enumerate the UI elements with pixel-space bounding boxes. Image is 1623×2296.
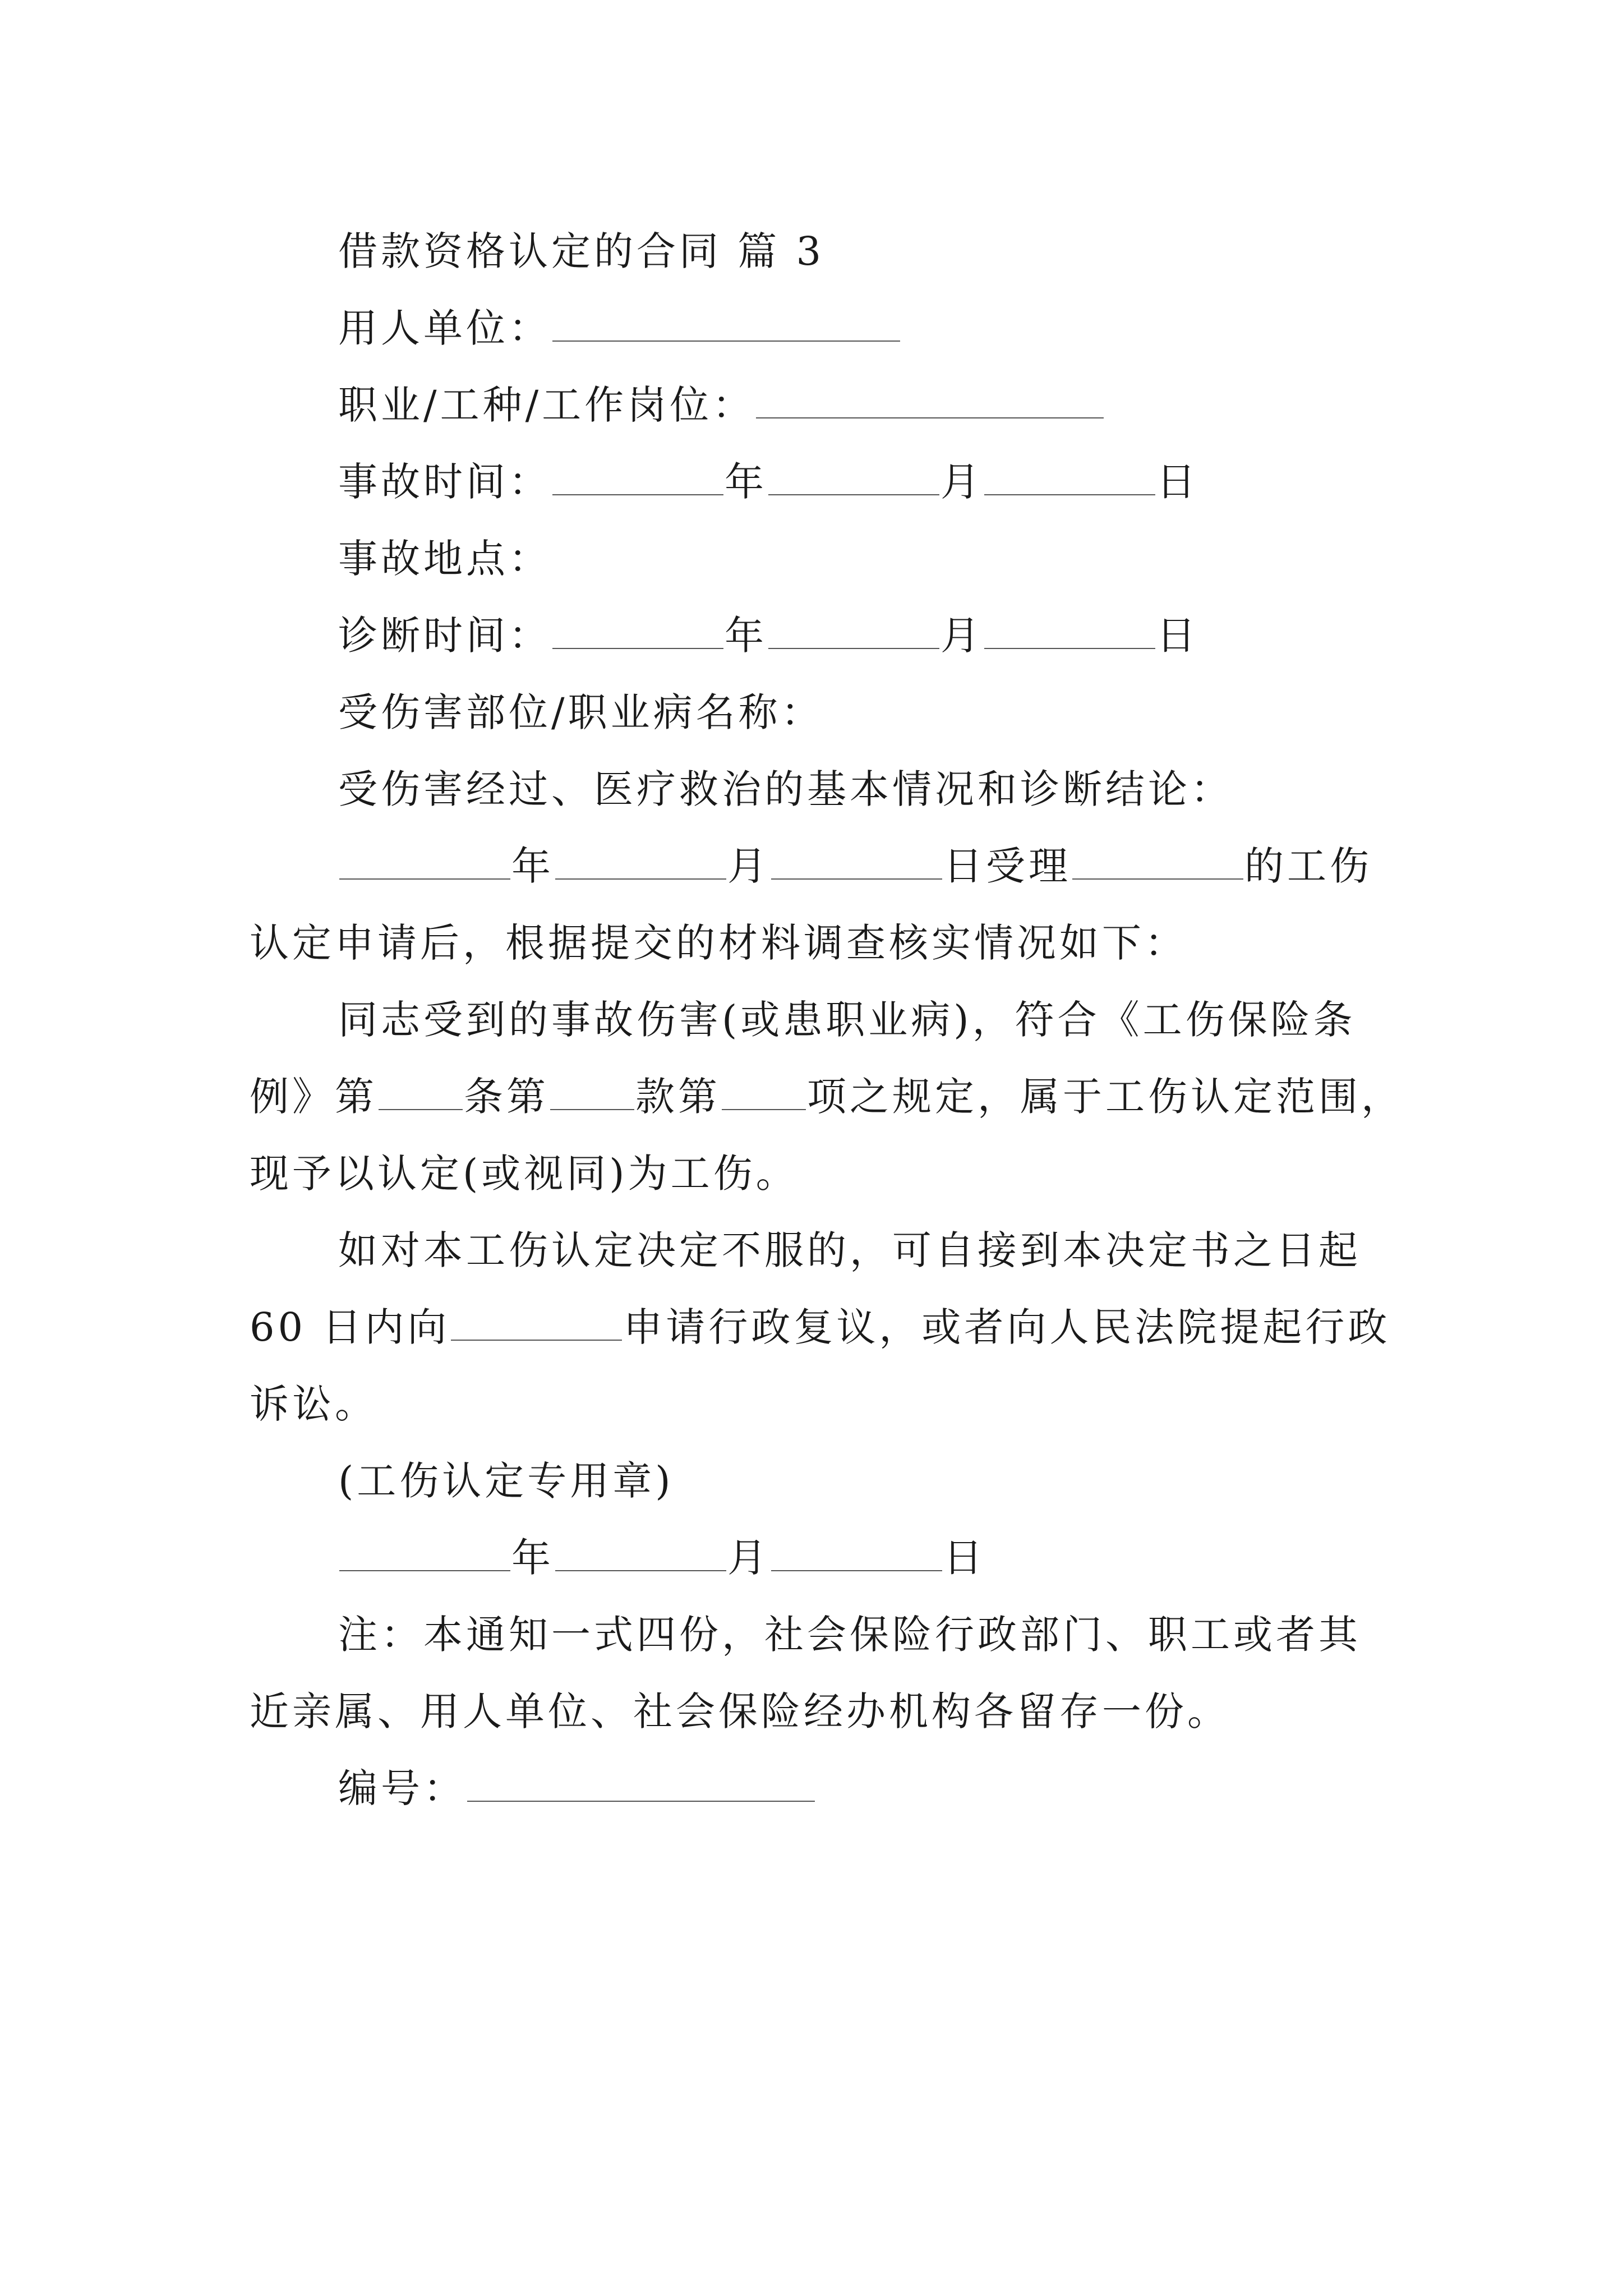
finding-line-1: [250, 982, 1388, 1059]
accident-day-blank: [984, 459, 1155, 495]
accident-year-blank: [552, 459, 723, 495]
accident-place-label: 事故地点：: [338, 536, 551, 582]
finding-kuan: 款第: [635, 1074, 721, 1120]
title-text: 借款资格认定的合同 篇 3: [338, 228, 825, 274]
employer-row: [250, 290, 1388, 367]
accident-place-row: [250, 521, 1388, 597]
sign-date-row: [250, 1520, 1388, 1596]
accident-time-label: 事故时间：: [338, 459, 551, 505]
finding-line1-text: 同志受到的事故伤害(或患职业病)，符合《工伤保险条: [338, 997, 1356, 1043]
diagnosis-time-label: 诊断时间：: [338, 613, 551, 659]
diagnosis-time-row: [250, 597, 1388, 674]
note-line2-text: 近亲属、用人单位、社会保险经办机构各留存一份。: [250, 1688, 1230, 1734]
document-page: [250, 213, 1404, 1827]
appeal-line2-end: 申请行政复议，或者向人民法院提起行政: [623, 1304, 1391, 1350]
accept-day-blank: [771, 844, 942, 880]
accept-text: 日受理: [943, 843, 1071, 889]
day-unit: 日: [1156, 459, 1199, 505]
injury-row: [250, 674, 1388, 751]
accept-line2-text: 认定申请后，根据提交的材料调查核实情况如下：: [250, 920, 1187, 966]
job-label: 职业/工种/工作岗位：: [338, 382, 755, 428]
document-title: [250, 213, 1388, 290]
employer-blank: [552, 306, 900, 342]
accept-line: [250, 828, 1388, 905]
appeal-line-2: [250, 1289, 1391, 1366]
accident-time-row: [250, 444, 1388, 521]
seal-row: [250, 1443, 1388, 1520]
year-unit: 年: [725, 613, 767, 659]
finding-line2-end: 项之规定，属于工伤认定范围，: [807, 1074, 1404, 1120]
finding-line2-start: 例》第: [250, 1074, 377, 1120]
year-unit: 年: [511, 843, 554, 889]
month-unit: 月: [727, 843, 770, 889]
appeal-line3-text: 诉讼。: [250, 1381, 377, 1427]
accident-month-blank: [768, 459, 939, 495]
day-unit: 日: [1156, 613, 1199, 659]
serial-blank: [467, 1766, 815, 1802]
serial-row: [250, 1750, 1388, 1827]
accept-month-blank: [555, 844, 726, 880]
appeal-line1-text: 如对本工伤认定决定不服的，可自接到本决定书之日起: [338, 1227, 1361, 1273]
month-unit: 月: [727, 1535, 770, 1581]
job-blank: [756, 383, 1104, 418]
year-unit: 年: [511, 1535, 554, 1581]
accept-year-blank: [339, 844, 510, 880]
note-line-2: [250, 1673, 1388, 1750]
appeal-agency-blank: [451, 1305, 622, 1341]
job-row: [250, 367, 1388, 444]
employer-label: 用人单位：: [338, 305, 551, 351]
day-unit: 日: [943, 1535, 986, 1581]
appeal-line-3: [250, 1366, 1388, 1443]
note-line1-text: 注：本通知一式四份，社会保险行政部门、职工或者其: [338, 1612, 1361, 1658]
accept-line-2: [250, 905, 1388, 982]
sign-month-blank: [555, 1535, 726, 1571]
appeal-line2-start: 60 日内向: [250, 1304, 450, 1350]
item-blank: [722, 1074, 806, 1110]
diagnosis-month-blank: [768, 613, 939, 649]
finding-line-2: [250, 1059, 1404, 1135]
injury-label: 受伤害部位/职业病名称：: [338, 689, 824, 735]
serial-label: 编号：: [338, 1765, 466, 1811]
month-unit: 月: [940, 613, 983, 659]
sign-year-blank: [339, 1535, 510, 1571]
clause-blank: [550, 1074, 634, 1110]
process-label: 受伤害经过、医疗救治的基本情况和诊断结论：: [338, 766, 1233, 812]
article-blank: [379, 1074, 463, 1110]
month-unit: 月: [940, 459, 983, 505]
seal-text: (工伤认定专用章): [338, 1458, 674, 1504]
note-line-1: [250, 1596, 1388, 1673]
accept-tail: 的工伤: [1244, 843, 1372, 889]
diagnosis-year-blank: [552, 613, 723, 649]
process-row: [250, 751, 1388, 828]
finding-line-3: [250, 1135, 1388, 1212]
finding-tiao: 条第: [464, 1074, 549, 1120]
accept-name-blank: [1072, 844, 1243, 880]
year-unit: 年: [725, 459, 767, 505]
diagnosis-day-blank: [984, 613, 1155, 649]
sign-day-blank: [771, 1535, 942, 1571]
finding-line3-text: 现予以认定(或视同)为工伤。: [250, 1151, 799, 1197]
appeal-line-1: [250, 1212, 1388, 1289]
